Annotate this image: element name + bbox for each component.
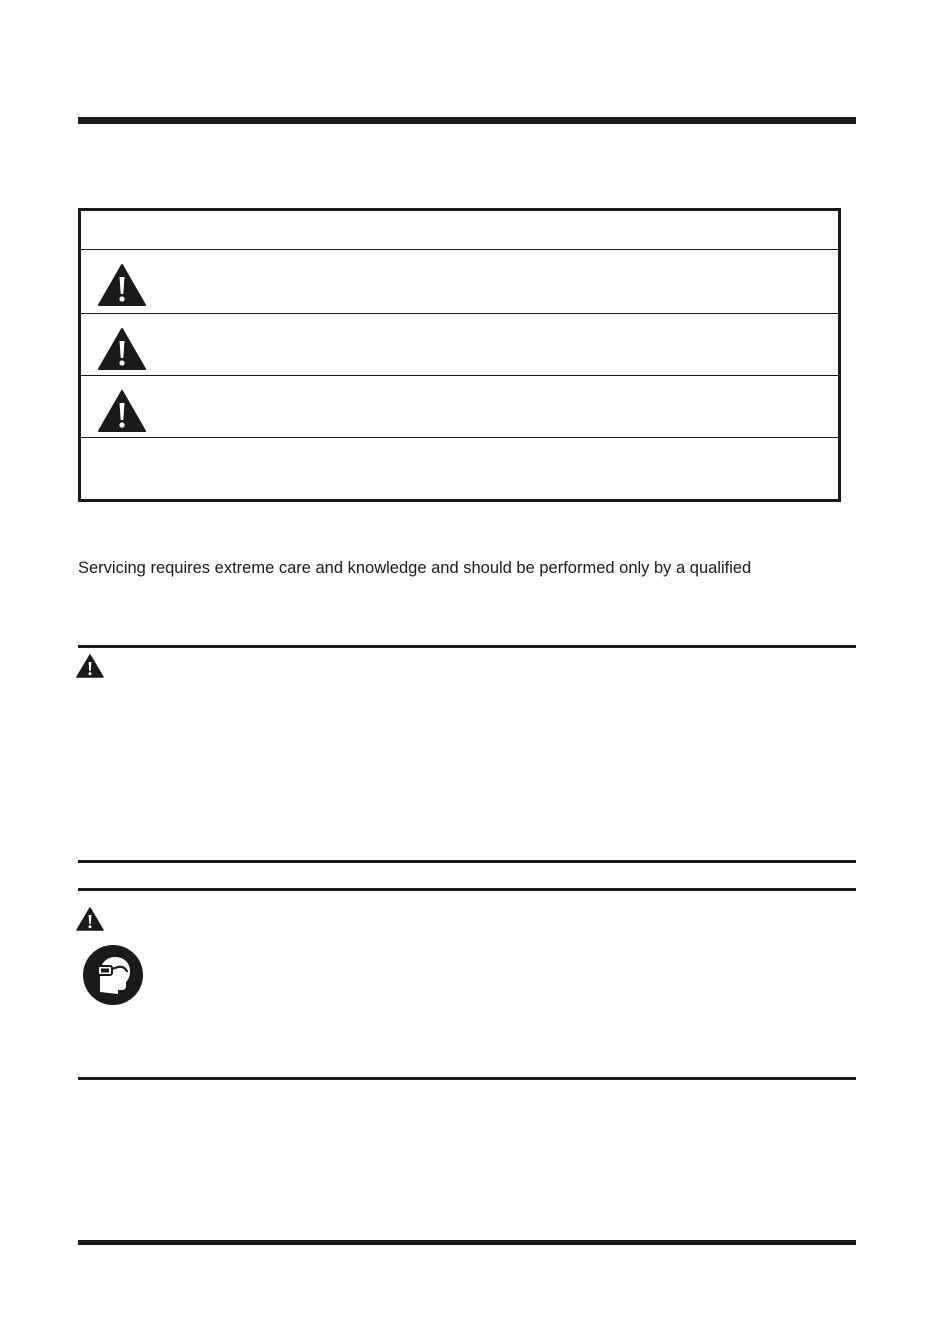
section-rule [78,645,856,648]
safety-symbols-table [78,208,841,502]
section-rule [78,860,856,863]
section-rule [78,1077,856,1080]
bottom-rule [78,1240,856,1245]
warning-triangle-icon [97,263,147,307]
top-rule [78,117,856,124]
safety-glasses-icon [82,944,144,1006]
table-header-row [81,211,838,249]
warning-triangle-icon [76,654,104,678]
table-row-caution [81,375,838,437]
warning-triangle-icon [97,327,147,371]
servicing-text: Servicing requires extreme care and knowledge and should be performed only by a qualified [78,559,752,577]
section-rule [78,888,856,891]
table-row-notice [81,437,838,500]
warning-triangle-icon [76,907,104,931]
warning-triangle-icon [97,389,147,433]
table-row-danger [81,249,838,313]
table-row-warning [81,313,838,375]
